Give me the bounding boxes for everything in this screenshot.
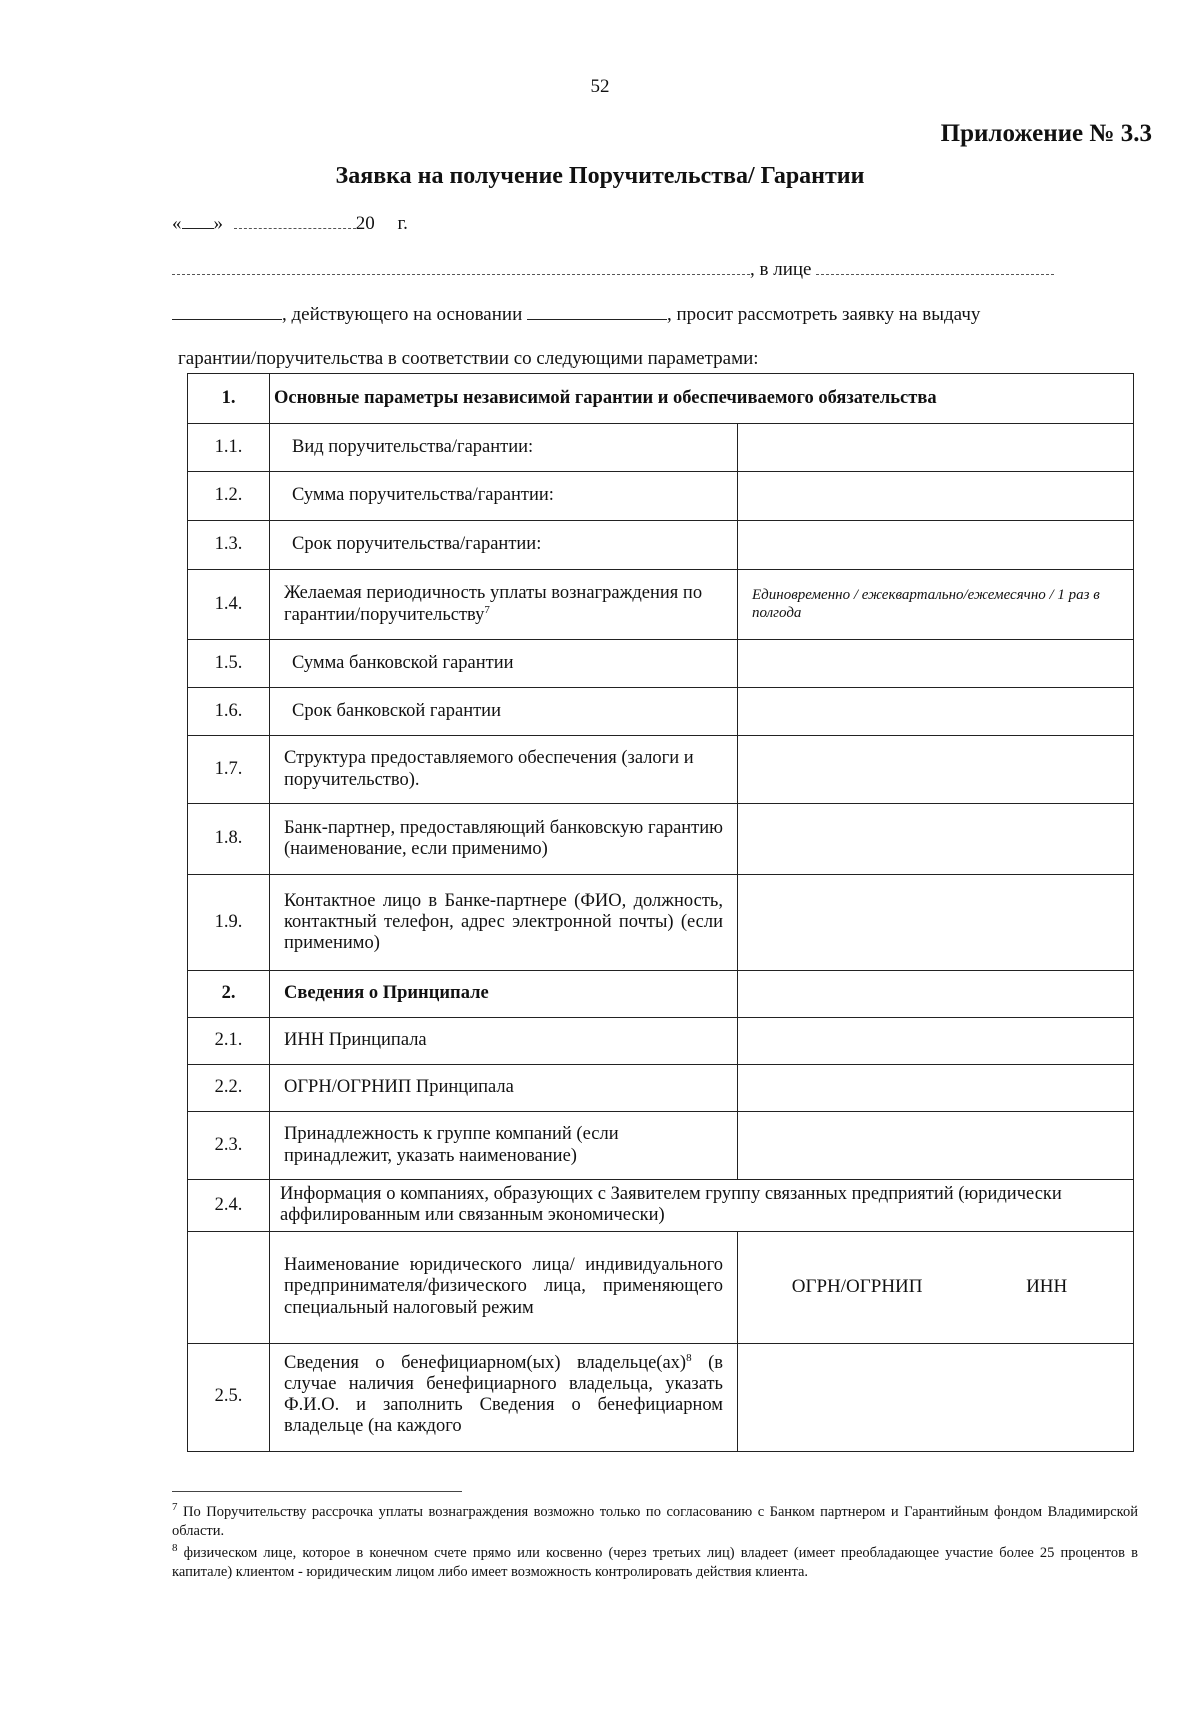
row-number: 2.5. (188, 1343, 270, 1451)
row-value-field[interactable] (738, 1112, 1134, 1180)
row-label: Сумма поручительства/гарантии: (270, 472, 738, 521)
row-label: Принадлежность к группе компаний (если принадлежит, указать наименование) (270, 1112, 738, 1180)
row-value-field[interactable]: Единовременно / ежеквартально/ежемесячно / 1 раз в полгода (738, 570, 1134, 640)
row-number: 1.8. (188, 804, 270, 875)
basis-line (172, 303, 980, 326)
table-row (188, 1018, 1134, 1065)
row-label: Контактное лицо в Банке-партнере (ФИО, должность, контактный телефон, адрес электронной почты) (если применимо) (270, 875, 738, 971)
row-number: 1.2. (188, 472, 270, 521)
representative-field[interactable] (816, 258, 1054, 275)
row-label: Структура предоставляемого обеспечения (залоги и поручительство). (270, 736, 738, 804)
row-number: 2. (188, 971, 270, 1018)
row-number: 2.2. (188, 1065, 270, 1112)
table-row (188, 736, 1134, 804)
inn-column-header: ИНН (1026, 1276, 1068, 1298)
row-label: Сумма банковской гарантии (270, 640, 738, 688)
row-number: 1.1. (188, 424, 270, 472)
date-year-suffix: г. (397, 213, 408, 234)
row-value-field[interactable] (738, 736, 1134, 804)
row-label: Банк-партнер, предоставляющий банковскую гарантию (наименование, если применимо) (270, 804, 738, 875)
row-value-field[interactable] (738, 1343, 1134, 1451)
date-line (172, 212, 408, 235)
row-value-field[interactable] (738, 1018, 1134, 1065)
footnote-8 (172, 1541, 1138, 1582)
row-value-field[interactable] (738, 804, 1134, 875)
row-value-field[interactable] (738, 971, 1134, 1018)
footnotes (172, 1500, 1138, 1582)
row-number: 1.3. (188, 521, 270, 570)
table-row (188, 1231, 1134, 1343)
footnote-mark: 7 (172, 1501, 178, 1513)
section-heading: Основные параметры независимой гарантии и обеспечиваемого обязательства (270, 374, 1134, 424)
row-number: 1.4. (188, 570, 270, 640)
row-number (188, 1231, 270, 1343)
applicant-line (172, 258, 1054, 281)
row-number: 1.5. (188, 640, 270, 688)
footnote-ref-8: 8 (686, 1351, 692, 1364)
row-label-cell: Сведения о бенефициарном(ых) владельце(ах)$^8$ (в случае наличия бенефициарного владельца, указать Ф.И.О. и заполнить Сведения о бенефициарном владельце (на каждого (270, 1343, 738, 1451)
applicant-name-field[interactable] (172, 258, 750, 275)
table-row (188, 688, 1134, 736)
table-row (188, 1343, 1134, 1451)
row-label: Срок поручительства/гарантии: (270, 521, 738, 570)
row-label: ОГРН/ОГРНИП Принципала (270, 1065, 738, 1112)
table-row (188, 1065, 1134, 1112)
row-value-field[interactable] (738, 688, 1134, 736)
date-month-field[interactable] (234, 212, 356, 229)
document-title: Заявка на получение Поручительства/ Гарантии (335, 163, 865, 189)
row-number: 2.3. (188, 1112, 270, 1180)
row-value-field[interactable] (738, 521, 1134, 570)
footnote-text: физическом лице, которое в конечном счете прямо или косвенно (через третьих лиц) владеет (имеет преобладающее участие более 25 процентов в капитале) клиентом - юридическим лицом либо имеет возможность контролировать действия клиента. (172, 1544, 1138, 1581)
table-row (188, 971, 1134, 1018)
table-row (188, 804, 1134, 875)
row-value-field[interactable] (738, 875, 1134, 971)
date-close-quote: » (213, 213, 223, 234)
basis-field[interactable] (527, 303, 667, 320)
row-number: 1.6. (188, 688, 270, 736)
date-open-quote: « (172, 213, 182, 234)
table-row (188, 570, 1134, 640)
footnote-mark: 8 (172, 1542, 178, 1555)
row-label-cell (270, 570, 738, 640)
row-value-field[interactable] (738, 1065, 1134, 1112)
table-row (188, 875, 1134, 971)
position-field[interactable] (172, 303, 282, 320)
footnote-7 (172, 1500, 1138, 1541)
date-year-prefix: 20 (355, 213, 375, 234)
table-row (188, 521, 1134, 570)
row-value-field[interactable] (738, 640, 1134, 688)
page-number: 52 (590, 76, 610, 97)
table-row (188, 374, 1134, 424)
footnote-text: По Поручительству рассрочка уплаты вознаграждения возможно только по согласованию с Банком партнером и Гарантийным фондом Владимирской области. (172, 1503, 1138, 1539)
ogrn-column-header: ОГРН/ОГРНИП (791, 1276, 923, 1298)
row-value-field[interactable] (738, 472, 1134, 521)
row-label: Информация о компаниях, образующих с Заявителем группу связанных предприятий (юридически аффилированным или связанным экономически) (270, 1180, 1134, 1232)
footnote-divider (172, 1491, 462, 1492)
table-row (188, 1112, 1134, 1180)
subheader-row (740, 1276, 1119, 1298)
row-number: 1.7. (188, 736, 270, 804)
row-label: ИНН Принципала (270, 1018, 738, 1065)
table-row (188, 640, 1134, 688)
row-label: Наименование юридического лица/ индивидуального предпринимателя/физического лица, применяющего специальный налоговый режим (270, 1231, 738, 1343)
row-value-field[interactable] (738, 424, 1134, 472)
params-intro: гарантии/поручительства в соответствии со следующими параметрами: (178, 348, 759, 369)
table-row (188, 1180, 1134, 1232)
subheader-cell (738, 1231, 1134, 1343)
row-label: Вид поручительства/гарантии: (270, 424, 738, 472)
request-label: , просит рассмотреть заявку на выдачу (667, 304, 981, 325)
row-number: 2.1. (188, 1018, 270, 1065)
in-person-label: , в лице (750, 259, 812, 280)
table-row (188, 472, 1134, 521)
row-number: 2.4. (188, 1180, 270, 1232)
parameters-table (187, 373, 1134, 1452)
row-label: Срок банковской гарантии (270, 688, 738, 736)
section-heading: Сведения о Принципале (270, 971, 738, 1018)
date-day-field[interactable] (182, 212, 214, 229)
table-row (188, 424, 1134, 472)
row-label: Желаемая периодичность уплаты вознаграждения по гарантии/поручительству (284, 582, 703, 626)
acting-basis-label: , действующего на основании (282, 304, 523, 325)
footnote-ref-7: 7 (484, 603, 490, 616)
row-number: 1. (188, 374, 270, 424)
appendix-label: Приложение № 3.3 (940, 120, 1152, 147)
row-number: 1.9. (188, 875, 270, 971)
